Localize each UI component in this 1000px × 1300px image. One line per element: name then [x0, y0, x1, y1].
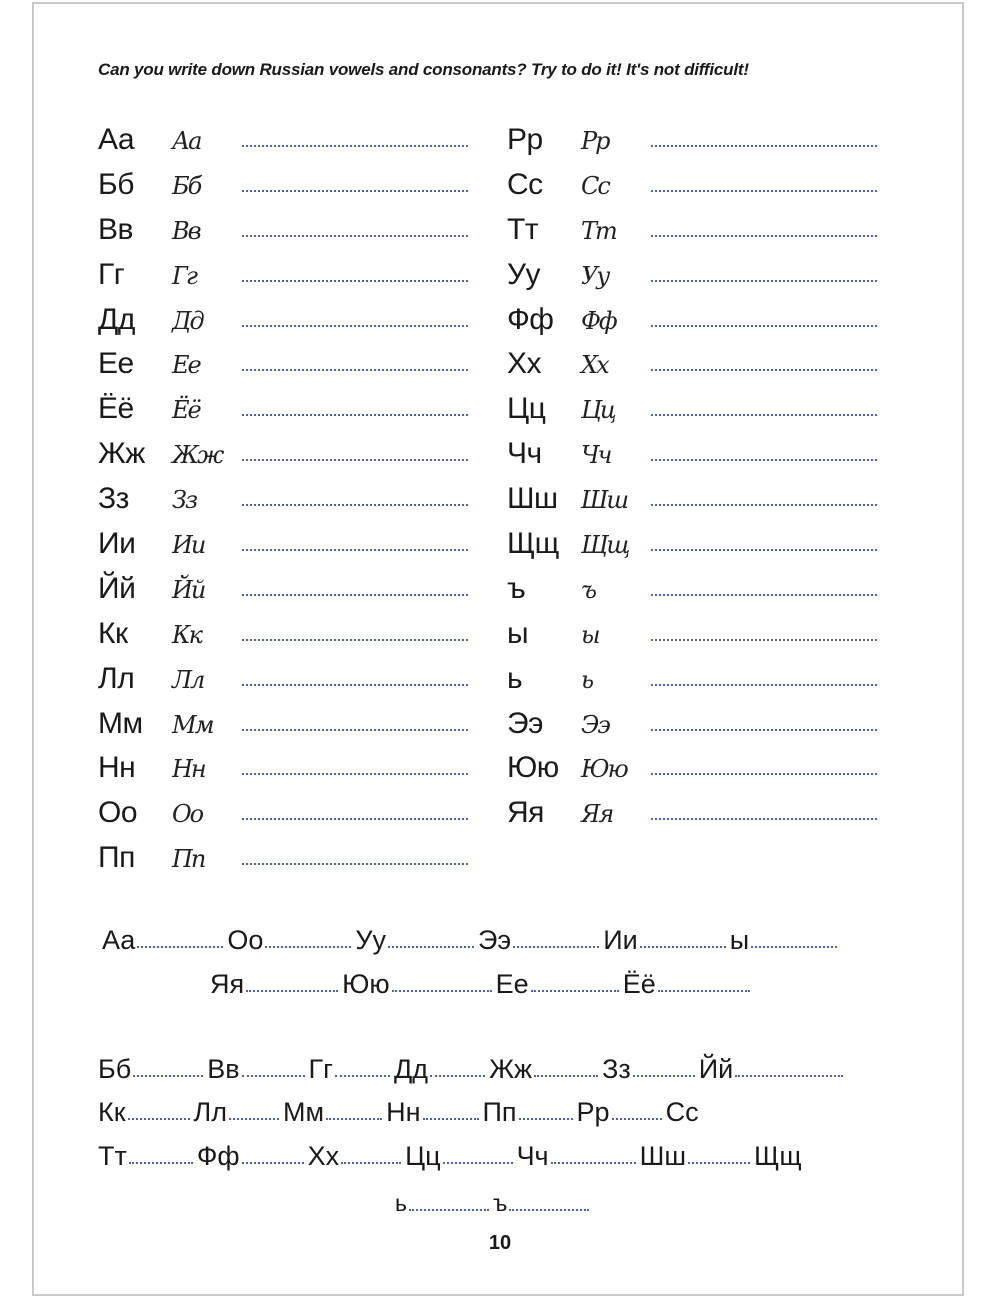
- printed-letter: Ёё: [98, 392, 134, 426]
- cursive-letter: Вв: [172, 216, 200, 245]
- letter-row: [507, 657, 907, 702]
- printed-letter: Бб: [98, 167, 134, 201]
- writing-line[interactable]: [651, 818, 877, 820]
- alphabet-column-left: [98, 118, 498, 881]
- writing-line[interactable]: [242, 594, 468, 596]
- practice-letter: Юю: [342, 969, 390, 999]
- letter-row: [98, 522, 498, 567]
- cursive-letter: ь: [581, 665, 593, 694]
- consonants-practice-line-1: [98, 1053, 847, 1085]
- practice-letter: Тт: [98, 1141, 127, 1171]
- cursive-letter: Уу: [581, 261, 609, 290]
- writing-line[interactable]: [651, 773, 877, 775]
- printed-letter: Юю: [507, 751, 559, 785]
- cursive-letter: Ее: [172, 351, 200, 380]
- writing-blank[interactable]: [242, 1075, 305, 1077]
- practice-letter: Сс: [665, 1097, 699, 1127]
- writing-line[interactable]: [242, 459, 468, 461]
- printed-letter: Яя: [507, 796, 544, 830]
- writing-blank[interactable]: [246, 990, 338, 992]
- writing-blank[interactable]: [519, 1118, 573, 1120]
- cursive-letter: Мм: [172, 710, 213, 739]
- writing-line[interactable]: [242, 818, 468, 820]
- writing-blank[interactable]: [242, 1162, 304, 1164]
- printed-letter: Хх: [507, 347, 542, 381]
- cursive-letter: Ээ: [581, 710, 609, 739]
- writing-line[interactable]: [651, 414, 877, 416]
- writing-line[interactable]: [651, 639, 877, 641]
- letter-row: [98, 253, 498, 298]
- printed-letter: Вв: [98, 212, 133, 246]
- writing-blank[interactable]: [735, 1075, 843, 1077]
- cursive-letter: Дд: [172, 306, 203, 335]
- letter-row: [98, 702, 498, 747]
- printed-letter: Йй: [98, 571, 136, 605]
- cursive-letter: Чч: [581, 441, 611, 470]
- practice-letter: Дд: [394, 1054, 429, 1084]
- writing-blank[interactable]: [551, 1162, 636, 1164]
- letter-row: [507, 298, 907, 343]
- letter-row: [98, 208, 498, 253]
- practice-letter: ъ: [492, 1190, 508, 1216]
- writing-line[interactable]: [651, 280, 877, 282]
- cursive-letter: Юю: [581, 755, 627, 784]
- letter-row: [98, 387, 498, 432]
- cursive-letter: ъ: [581, 575, 595, 604]
- practice-letter: Нн: [386, 1097, 421, 1127]
- writing-line[interactable]: [651, 684, 877, 686]
- cursive-letter: Хх: [581, 351, 608, 380]
- letter-row: [98, 342, 498, 387]
- writing-line[interactable]: [242, 684, 468, 686]
- writing-line[interactable]: [651, 235, 877, 237]
- writing-line[interactable]: [651, 369, 877, 371]
- printed-letter: Гг: [98, 257, 125, 291]
- writing-blank[interactable]: [129, 1162, 193, 1164]
- cursive-letter: Ёё: [172, 396, 200, 425]
- printed-letter: Мм: [98, 706, 143, 740]
- writing-line[interactable]: [242, 235, 468, 237]
- cursive-letter: Сс: [581, 171, 609, 200]
- practice-letter: Аа: [102, 925, 136, 955]
- printed-letter: Цц: [507, 392, 546, 426]
- practice-letter: Вв: [207, 1054, 240, 1084]
- writing-line[interactable]: [242, 145, 468, 147]
- practice-letter: Зз: [602, 1054, 631, 1084]
- cursive-letter: ы: [581, 620, 599, 649]
- writing-blank[interactable]: [509, 1209, 589, 1211]
- writing-blank[interactable]: [265, 946, 351, 948]
- practice-letter: Йй: [698, 1054, 734, 1084]
- cursive-letter: Зз: [172, 486, 197, 515]
- vowels-practice-line-1: [102, 924, 841, 956]
- printed-letter: Ээ: [507, 706, 543, 740]
- printed-letter: Зз: [98, 482, 129, 516]
- cursive-letter: Фф: [581, 306, 616, 335]
- writing-blank[interactable]: [658, 990, 750, 992]
- cursive-letter: Яя: [581, 800, 613, 829]
- writing-line[interactable]: [242, 280, 468, 282]
- practice-letter: Бб: [98, 1054, 132, 1084]
- printed-letter: ь: [507, 661, 523, 695]
- letter-row: [507, 387, 907, 432]
- practice-letter: ы: [729, 925, 750, 955]
- printed-letter: Щщ: [507, 527, 559, 561]
- writing-line[interactable]: [242, 729, 468, 731]
- practice-letter: Мм: [283, 1097, 325, 1127]
- letter-row: [98, 432, 498, 477]
- practice-letter: Яя: [210, 969, 245, 999]
- practice-letter: Шш: [639, 1141, 687, 1171]
- printed-letter: Фф: [507, 302, 554, 336]
- letter-row: [98, 298, 498, 343]
- letter-row: [98, 836, 498, 881]
- letter-row: [507, 522, 907, 567]
- writing-blank[interactable]: [341, 1162, 401, 1164]
- writing-line[interactable]: [651, 190, 877, 192]
- practice-letter: Ее: [495, 969, 529, 999]
- writing-line[interactable]: [651, 145, 877, 147]
- letter-row: [507, 612, 907, 657]
- writing-line[interactable]: [242, 190, 468, 192]
- printed-letter: Пп: [98, 841, 135, 875]
- printed-letter: Кк: [98, 616, 128, 650]
- cursive-letter: Аа: [172, 127, 201, 155]
- letter-row: [507, 791, 907, 836]
- printed-letter: Тт: [507, 212, 539, 246]
- letter-row: [507, 702, 907, 747]
- writing-line[interactable]: [242, 369, 468, 371]
- printed-letter: ъ: [507, 571, 526, 605]
- practice-letter: Щщ: [754, 1141, 802, 1171]
- writing-blank[interactable]: [633, 1075, 695, 1077]
- writing-blank[interactable]: [229, 1118, 279, 1120]
- practice-letter: Ээ: [478, 925, 512, 955]
- practice-letter: Уу: [355, 925, 387, 955]
- printed-letter: Сс: [507, 167, 543, 201]
- letter-row: [98, 791, 498, 836]
- cursive-letter: Тт: [581, 216, 616, 245]
- writing-blank[interactable]: [392, 990, 492, 992]
- letter-row: [98, 567, 498, 612]
- writing-blank[interactable]: [335, 1075, 390, 1077]
- letter-row: [98, 746, 498, 791]
- practice-letter: Хх: [307, 1141, 340, 1171]
- practice-letter: ь: [395, 1190, 407, 1216]
- cursive-letter: Ии: [172, 531, 205, 560]
- cursive-letter: Бб: [172, 171, 201, 200]
- cursive-letter: Цц: [581, 396, 615, 425]
- practice-letter: Цц: [405, 1141, 441, 1171]
- consonants-practice-line-3: [98, 1140, 808, 1172]
- cursive-letter: Оо: [172, 800, 203, 829]
- printed-letter: Уу: [507, 257, 541, 291]
- printed-letter: Аа: [98, 123, 135, 156]
- printed-letter: Жж: [98, 437, 145, 471]
- writing-line[interactable]: [242, 504, 468, 506]
- practice-letter: Оо: [227, 925, 264, 955]
- practice-letter: Кк: [98, 1097, 126, 1127]
- page-number: 10: [488, 1232, 512, 1254]
- printed-letter: Шш: [507, 482, 558, 516]
- writing-blank[interactable]: [137, 946, 223, 948]
- instruction-text: Can you write down Russian vowels and consonants? Try to do it! It's not difficult!: [98, 60, 749, 79]
- writing-line[interactable]: [242, 549, 468, 551]
- letter-row: [507, 746, 907, 791]
- practice-letter: Ёё: [622, 969, 656, 999]
- printed-letter: Ии: [98, 527, 136, 561]
- printed-letter: Оо: [98, 796, 138, 830]
- writing-line[interactable]: [242, 863, 468, 865]
- printed-letter: ы: [507, 616, 529, 650]
- writing-line[interactable]: [651, 325, 877, 327]
- practice-letter: Ии: [603, 925, 638, 955]
- signs-practice-line: [395, 1187, 593, 1219]
- letter-row: [98, 477, 498, 522]
- letter-row: [507, 163, 907, 208]
- printed-letter: Лл: [98, 661, 135, 695]
- letter-row: [507, 567, 907, 612]
- letter-row: [507, 208, 907, 253]
- writing-blank[interactable]: [326, 1118, 382, 1120]
- cursive-letter: Гг: [172, 261, 197, 290]
- practice-letter: Чч: [516, 1141, 549, 1171]
- writing-blank[interactable]: [443, 1162, 513, 1164]
- printed-letter: Дд: [98, 302, 135, 336]
- letter-row: [98, 657, 498, 702]
- practice-letter: Гг: [308, 1054, 334, 1084]
- cursive-letter: Жж: [172, 441, 223, 470]
- cursive-letter: Пп: [172, 845, 205, 874]
- writing-blank[interactable]: [612, 1118, 662, 1120]
- writing-blank[interactable]: [133, 1075, 203, 1077]
- letter-row: [507, 477, 907, 522]
- printed-letter: Рр: [507, 123, 543, 156]
- writing-line[interactable]: [651, 459, 877, 461]
- letter-row: [507, 342, 907, 387]
- cursive-letter: Рр: [581, 127, 609, 155]
- writing-blank[interactable]: [430, 1075, 485, 1077]
- consonants-practice-line-2: [98, 1096, 705, 1128]
- letter-row: [507, 118, 907, 163]
- writing-line[interactable]: [242, 414, 468, 416]
- practice-letter: Пп: [482, 1097, 517, 1127]
- cursive-letter: Йй: [172, 575, 205, 604]
- writing-line[interactable]: [651, 549, 877, 551]
- writing-line[interactable]: [651, 594, 877, 596]
- writing-line[interactable]: [242, 773, 468, 775]
- writing-blank[interactable]: [751, 946, 837, 948]
- letter-row: [507, 432, 907, 477]
- letter-row: [98, 163, 498, 208]
- writing-blank[interactable]: [128, 1118, 190, 1120]
- cursive-letter: Нн: [172, 755, 205, 784]
- practice-letter: Рр: [576, 1097, 610, 1127]
- writing-line[interactable]: [242, 639, 468, 641]
- writing-blank[interactable]: [388, 946, 474, 948]
- cursive-letter: Кк: [172, 620, 201, 649]
- writing-blank[interactable]: [423, 1118, 479, 1120]
- writing-blank[interactable]: [513, 946, 599, 948]
- writing-blank[interactable]: [534, 1075, 598, 1077]
- practice-letter: Фф: [196, 1141, 240, 1171]
- practice-letter: Жж: [489, 1054, 533, 1084]
- printed-letter: Нн: [98, 751, 136, 785]
- alphabet-column-right: [507, 118, 907, 836]
- printed-letter: Чч: [507, 437, 542, 471]
- printed-letter: Ее: [98, 347, 134, 381]
- writing-blank[interactable]: [688, 1162, 750, 1164]
- writing-blank[interactable]: [409, 1209, 489, 1211]
- writing-line[interactable]: [242, 325, 468, 327]
- cursive-letter: Шш: [581, 486, 628, 515]
- practice-letter: Лл: [193, 1097, 228, 1127]
- writing-line[interactable]: [651, 729, 877, 731]
- letter-row: [507, 253, 907, 298]
- writing-blank[interactable]: [531, 990, 619, 992]
- writing-blank[interactable]: [640, 946, 726, 948]
- cursive-letter: Щщ: [581, 531, 629, 560]
- cursive-letter: Лл: [172, 665, 204, 694]
- letter-row: [98, 118, 498, 163]
- letter-row: [98, 612, 498, 657]
- writing-line[interactable]: [651, 504, 877, 506]
- vowels-practice-line-2: [210, 968, 754, 1000]
